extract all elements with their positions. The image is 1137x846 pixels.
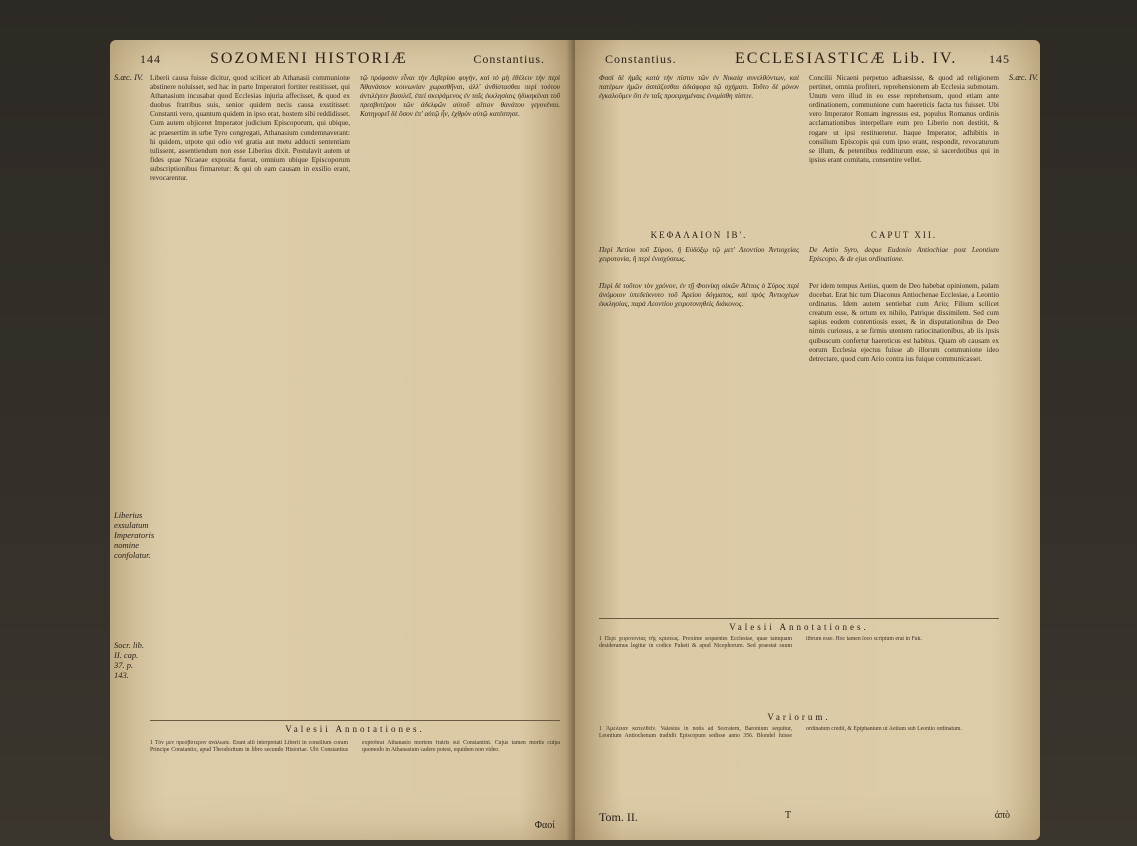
left-notes: 1 Τὸν μὲν πρεσβύτερον ἀνάλωσε. Erant alii interpretati Liberii in consilium coram Principe Constantio, apud Theodoritum in libro secundo Historiae. Ubi Constantius exprobrat Athanasio mortem fratris sui Constantini. Cujus tamen mortis culpa quomodo in Athanasium cadere potest, equidem non video. bbox=[150, 740, 560, 754]
right-notes: 1 Περὶ χειροτονίας τῆς κρίσεως. Proxime sequentes Ecclesiae, quae tamquam desideramus legitur in codice Fuketi & apud Nicephorum. Sed praestat suum librum esse. Hoc tamen loco scriptum erat in Fuk. bbox=[599, 636, 922, 650]
left-greek-text: τῷ πρόφασιν εἶναι τὴν Λιβερίου φυγὴν, καὶ τὸ μὴ ἐθέλειν τὴν περὶ Ἀθανάσιον κοινωνίαν χωρισθῆναι, ἀλλ' ἀνθίστασθαι περὶ τούτου ἀντιλέγειν βασιλεῖ, ἐπεὶ σκεψάμενος ἐν ταῖς ἐκκλησίαις ἠδικηκέναι τοῦ πρεσβυτέρου τῶν ἀδελφῶν αὐτοῦ αἴτιον θανάτου γεγονέναι. Κατηγορεῖ δὲ ὅσον ἐπ' αὐτῷ ἦν, ἐχθρὸν αὐτῷ κατέστησε. bbox=[360, 74, 560, 119]
right-notes-rule bbox=[599, 618, 999, 619]
right-margin-century: S.æc. IV. bbox=[1008, 72, 1038, 82]
right-page-number: 145 bbox=[989, 52, 1010, 66]
variorum-notes: 1 Ἀμέλειαν κατελθεῖν. Valesius in notis ad Socratem, Baronium sequitur, Leontium Antiochenum tradidit Episcopum sedisse anno 356. Blondel fuisse ordinatum credit, & Epiphanium ut Aetium sub Leontio ordinatum. bbox=[599, 726, 962, 740]
variorum-heading: Variorum. bbox=[767, 712, 831, 722]
volume-signature: Tom. II. bbox=[599, 810, 638, 824]
chapter-summary-latin: De Aetio Syro, deque Eudoxio Antiochiae post Leontium Episcopo, & de ejus ordinatione. bbox=[809, 246, 999, 264]
right-notes-heading: Valesii Annotationes. bbox=[729, 622, 869, 632]
left-page-number: 144 bbox=[140, 52, 161, 66]
right-greek-top bbox=[599, 74, 799, 224]
right-greek-top-text: Φασὶ δὲ ἡμᾶς κατὰ τὴν πίστιν τῶν ἐν Νικαίᾳ συνελθόντων, καὶ πατέρων ἡμῶν ἀσπάζεσθαι ἀδιάφορα τῷ σχήματι. Τοῦτο δὲ μόνον ἐγκαλοῦμεν ὅτι ἐν ταῖς προειρημέναις ἐνομίσθη πίστιν. bbox=[599, 74, 799, 101]
left-margin-century: S.æc. IV. bbox=[114, 72, 144, 82]
right-page bbox=[575, 40, 1040, 840]
chapter-summary-greek: Περὶ Ἀετίου τοῦ Σύρου, ἢ Εὐδόξῳ τῷ μετ' Λεοντίου Ἀντιοχείας χειροτονία, ἢ περὶ ἐνισχύσεως. bbox=[599, 246, 799, 264]
left-margin-ref: Socr. lib. II. cap. 37. p. 143. bbox=[114, 640, 144, 680]
right-latin-body-text: Per idem tempus Aetius, quem de Deo habebat opinionem, palam docebat. Erat hic tum Diaconus Antiochenae Ecclesiae, a Leontio ordinatus. Idem autem sentiebat cum Ario; Filium scilicet creatum esse, & ortum ex nihilo, Patrique dissimilem. Sed cum sapius eodem contentiosis esset, & in disputationibus de Deo nimis curiosus, a se firmis utentem ratiocinationibus, ab iis ipsis quibuscum confertur haereticus est habitus. Quam ob causam ex eorum Ecclesia ejectus fuisse ab illorum communione ideo detrectare, quod cum Ario contra ius fuique communicasset. bbox=[809, 282, 999, 363]
right-emperor: Constantius. bbox=[605, 52, 677, 66]
left-margin-note: Liberius exsulatum Imperatoris nomine confolatur. bbox=[114, 510, 155, 560]
left-latin-text: Liberii causa fuisse dicitur, quod scilicet ab Athanasii communione abstinere noluisset, sed hac in parte Imperatori fortiter restitisset, qui Athanasium incusabat quod Ecclesias injuria affecisset, & quod ex duobus fratribus suis, senior quidem necis causa exstitisset: Constanti vero, quantum quidem in ipso erat, hostem sibi reddidisset. Cum autem objiceret Imperator judicium Episcoporum, qui ubique, ac praesertim in urbe Tyro congregati, Athanasium condemnaverant: hi quidem, utpote qui odio vel gratia aut metu adducti sententiam tulissent, assentiendum non esse Liberius dixit. Postulavit autem ut fides quae Nicaeae exposita fuerat, omnium ubique Episcoporum subscriptionibus firmaretur: & qui ob eam causam in exsilio erant, revocarentur. bbox=[150, 74, 350, 183]
right-greek-body-text: Περὶ δὲ τοῦτον τὸν χρόνον, ἐν τῇ Φοινίκῃ οἰκῶν Ἀέτιος ὁ Σύρος περὶ ἀνόμοιον ὑπεδείκνυτο τοῦ Ἀρείου δόγματος, καὶ πρὸς Ἀντιοχέων ἐκκλησίας, παρὰ Λεοντίου χειροτονηθεὶς διάκονος. bbox=[599, 282, 799, 309]
left-catchword: Φαοί bbox=[534, 820, 555, 831]
right-latin-top bbox=[809, 74, 999, 224]
chapter-heading-latin: CAPUT XII. bbox=[870, 230, 938, 240]
chapter-heading-greek: ΚΕΦΑΛΑΙΟΝ ΙΒ'. bbox=[650, 230, 748, 240]
left-latin-column bbox=[150, 74, 350, 714]
right-running-title: ECCLESIASTICÆ Lib. IV. bbox=[735, 50, 958, 67]
right-latin-body bbox=[809, 282, 999, 612]
left-running-title: SOZOMENI HISTORIÆ bbox=[210, 50, 408, 67]
left-emperor: Constantius. bbox=[473, 52, 545, 66]
right-catchword: ἀπὸ bbox=[994, 810, 1010, 821]
right-greek-body bbox=[599, 282, 799, 612]
left-page bbox=[110, 40, 575, 840]
left-greek-column bbox=[360, 74, 560, 714]
left-notes-heading: Valesii Annotationes. bbox=[285, 724, 425, 734]
right-latin-top-text: Concilii Nicaeni perpetuo adhaesisse, & quod ad religionem pertinet, omnia profiteri, reprehensionem ab Ecclesia submotam. Unum vero illud in eo esse reprehensum, quod etiam ante ordinationem, communione cum haereticis facta tus fuisset. Ubi vero Imperator Romam ingressus est, populus Romanus ordinis acclamationibus interpellare eum pro Liberio non destitit, & rogare ut ipsi restitueretur. Itaque Imperator, adhibitis in consilium Episcopis qui cum ipso erant, respondit, revocaturum se illum, & petentibus redditurum esse, si sacerdotibus qui in ipsius erant comitatu, consentire vellet. bbox=[809, 74, 999, 164]
left-notes-rule bbox=[150, 720, 560, 721]
signature-mark: T bbox=[785, 810, 792, 821]
